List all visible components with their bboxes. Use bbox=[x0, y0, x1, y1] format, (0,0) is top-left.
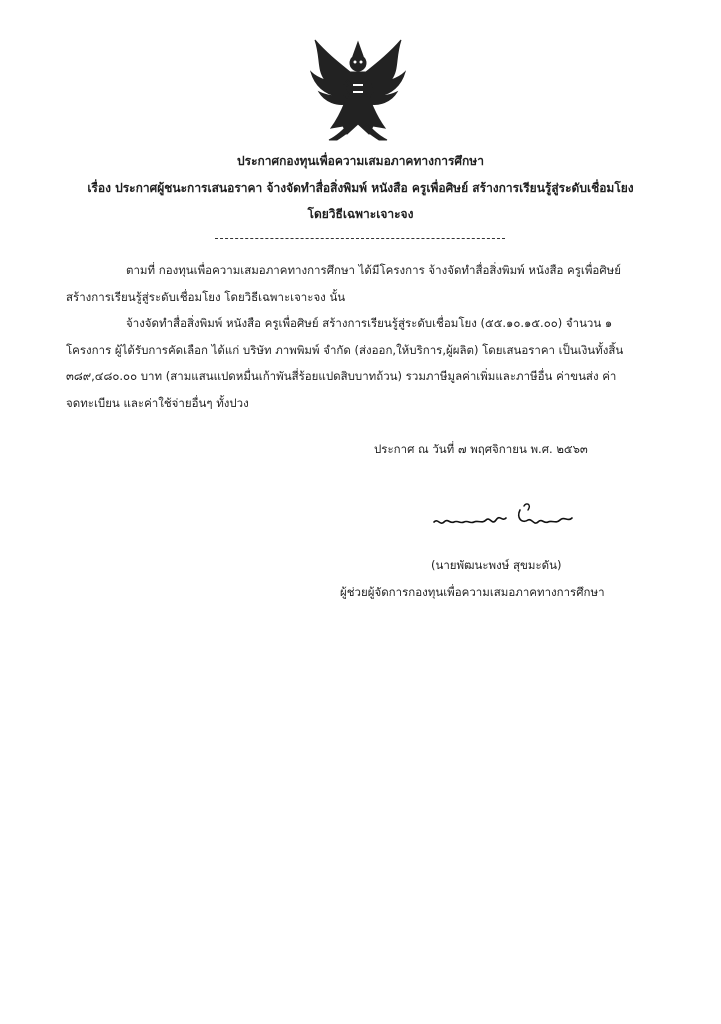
signer-name: (นายพัฒนะพงษ์ สุขมะดัน) bbox=[431, 558, 562, 572]
signer-position: ผู้ช่วยผู้จัดการกองทุนเพื่อความเสมอภาคทางการศึกษา bbox=[340, 585, 605, 599]
paragraph-1-line-2: สร้างการเรียนรู้สู่ระดับเชื่อมโยง โดยวิธีเฉพาะเจาะจง นั้น bbox=[66, 290, 346, 304]
procurement-method: โดยวิธีเฉพาะเจาะจง bbox=[307, 207, 414, 221]
paragraph-1-line-1: ตามที่ กองทุนเพื่อความเสมอภาคทางการศึกษา ได้มีโครงการ จ้างจัดทำสื่อสิ่งพิมพ์ หนังสือ ครูเพื่อศิษย์ bbox=[126, 263, 621, 277]
handwritten-signature bbox=[428, 500, 578, 536]
paragraph-2-line-1: จ้างจัดทำสื่อสิ่งพิมพ์ หนังสือ ครูเพื่อศิษย์ สร้างการเรียนรู้สู่ระดับเชื่อมโยง (๕๕.๑๐.๑๕.๐๐) จำนวน ๑ bbox=[126, 316, 613, 330]
announcement-date: ประกาศ ณ วันที่ ๗ พฤศจิกายน พ.ศ. ๒๕๖๓ bbox=[374, 442, 588, 456]
paragraph-2-line-2: โครงการ ผู้ได้รับการคัดเลือก ได้แก่ บริษัท ภาพพิมพ์ จำกัด (ส่งออก,ให้บริการ,ผู้ผลิต) โดยเสนอราคา เป็นเงินทั้งสิ้น bbox=[66, 343, 624, 357]
paragraph-2-line-4: จดทะเบียน และค่าใช้จ่ายอื่นๆ ทั้งปวง bbox=[66, 396, 249, 410]
divider-line bbox=[215, 238, 505, 239]
announcement-subject: เรื่อง ประกาศผู้ชนะการเสนอราคา จ้างจัดทำสื่อสิ่งพิมพ์ หนังสือ ครูเพื่อศิษย์ สร้างการเรียนรู้สู่ระดับเชื่อมโยง bbox=[87, 181, 634, 195]
paragraph-2-line-3: ๓๘๙,๔๘๐.๐๐ บาท (สามแสนแปดหมื่นเก้าพันสี่ร้อยแปดสิบบาทถ้วน) รวมภาษีมูลค่าเพิ่มและภาษีอื่น ค่าขนส่ง ค่า bbox=[66, 369, 617, 383]
announcement-title: ประกาศกองทุนเพื่อความเสมอภาคทางการศึกษา bbox=[237, 154, 484, 168]
garuda-emblem-icon bbox=[303, 36, 413, 144]
